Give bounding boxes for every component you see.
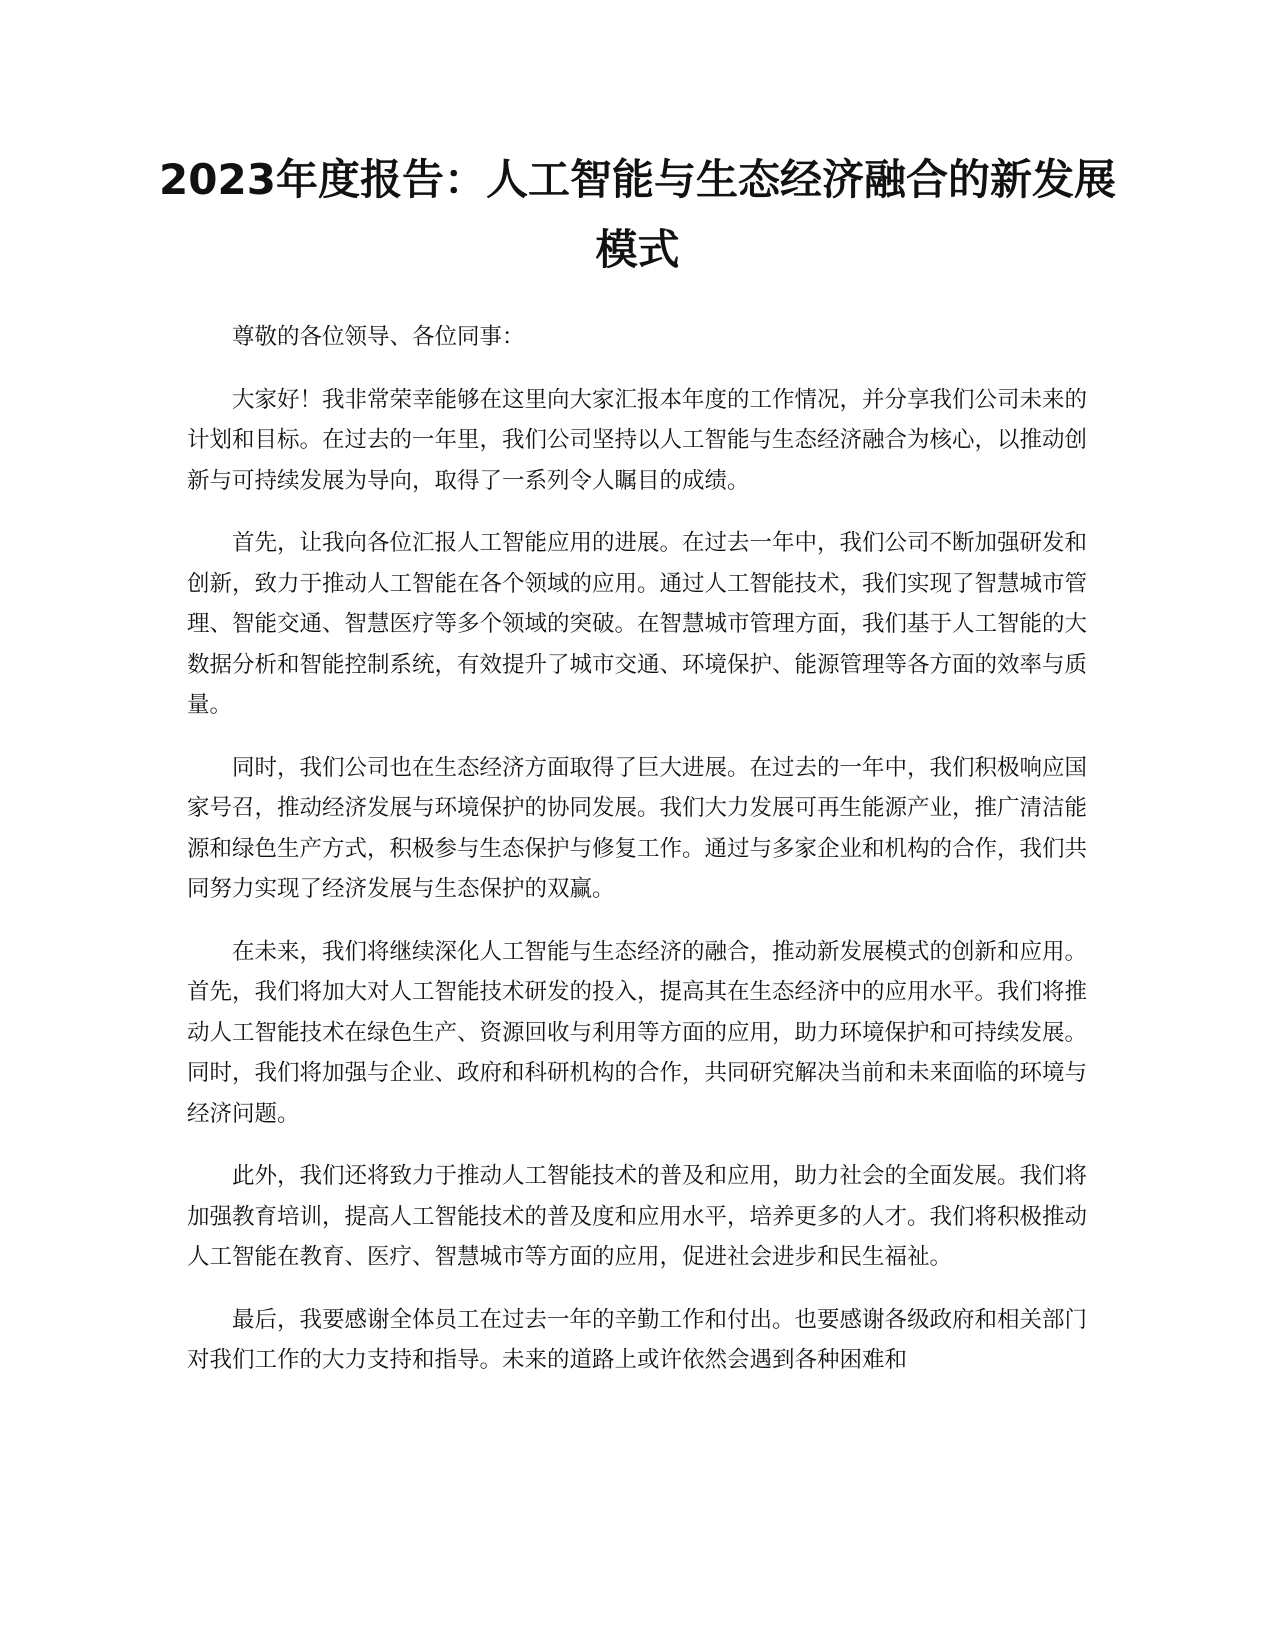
document-body — [187, 317, 1087, 1403]
paragraph-social-development: 此外，我们还将致力于推动人工智能技术的普及和应用，助力社会的全面发展。我们将加强教育培训，提高人工智能技术的普及度和应用水平，培养更多的人才。我们将积极推动人工智能在教育、医疗、智慧城市等方面的应用，促进社会进步和民生福祉。 — [187, 1163, 1088, 1270]
paragraph-future-plan: 在未来，我们将继续深化人工智能与生态经济的融合，推动新发展模式的创新和应用。首先，我们将加大对人工智能技术研发的投入，提高其在生态经济中的应用水平。我们将推动人工智能技术在绿色生产、资源回收与利用等方面的应用，助力环境保护和可持续发展。同时，我们将加强与企业、政府和科研机构的合作，共同研究解决当前和未来面临的环境与经济问题。 — [187, 938, 1088, 1127]
paragraph-thanks: 最后，我要感谢全体员工在过去一年的辛勤工作和付出。也要感谢各级政府和相关部门对我们工作的大力支持和指导。未来的道路上或许依然会遇到各种困难和 — [187, 1306, 1088, 1373]
paragraph-greeting: 大家好！我非常荣幸能够在这里向大家汇报本年度的工作情况，并分享我们公司未来的计划和目标。在过去的一年里，我们公司坚持以人工智能与生态经济融合为核心，以推动创新与可持续发展为导向，取得了一系列令人瞩目的成绩。 — [187, 386, 1088, 494]
paragraph-salutation: 尊敬的各位领导、各位同事： — [232, 324, 525, 350]
paragraph-eco-progress: 同时，我们公司也在生态经济方面取得了巨大进展。在过去的一年中，我们积极响应国家号召，推动经济发展与环境保护的协同发展。我们大力发展可再生能源产业，推广清洁能源和绿色生产方式，积极参与生态保护与修复工作。通过与多家企业和机构的合作，我们共同努力实现了经济发展与生态保护的双赢。 — [187, 754, 1088, 902]
document-title: 2023年度报告：人工智能与生态经济融合的新发展模式 — [159, 155, 1116, 274]
paragraph-ai-progress: 首先，让我向各位汇报人工智能应用的进展。在过去一年中，我们公司不断加强研发和创新，致力于推动人工智能在各个领域的应用。通过人工智能技术，我们实现了智慧城市管理、智能交通、智慧医疗等多个领域的突破。在智慧城市管理方面，我们基于人工智能的大数据分析和智能控制系统，有效提升了城市交通、环境保护、能源管理等各方面的效率与质量。 — [187, 530, 1088, 718]
